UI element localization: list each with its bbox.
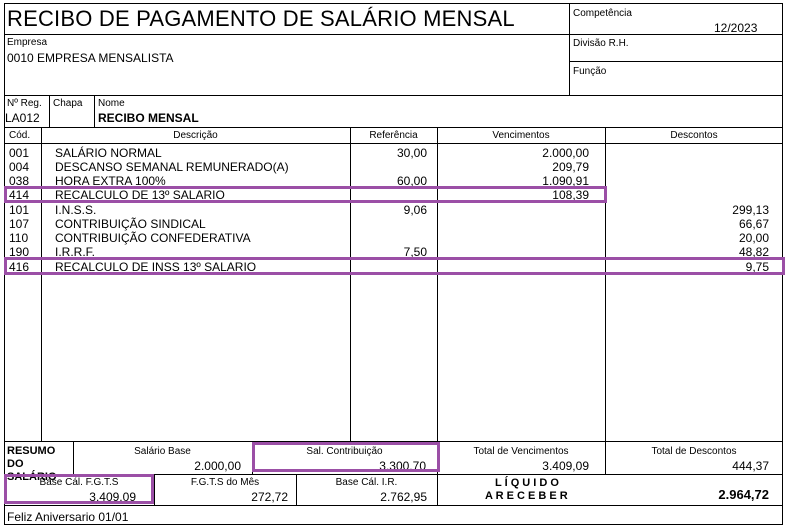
empresa-label: Empresa: [7, 37, 48, 48]
row-cod: 107: [9, 217, 30, 231]
resumo-label: RESUMO DO SALÁRIO: [7, 445, 57, 483]
nome-label: Nome: [98, 98, 125, 109]
row-cod: 416: [9, 260, 30, 274]
row-cod: 110: [9, 231, 29, 245]
divisao-label: Divisão R.H.: [573, 38, 629, 49]
fgts-mes-label: F.G.T.S do Mês: [190, 477, 260, 488]
row-desc: CONTRIBUIÇÃO SINDICAL: [55, 217, 206, 231]
row-cod: 101: [9, 203, 30, 217]
total-vencimentos-value: 3.409,09: [542, 459, 589, 473]
row-desc: DESCANSO SEMANAL REMUNERADO(A): [55, 160, 289, 174]
col-header-descontos: Descontos: [670, 130, 718, 141]
row-venc: 2.000,00: [542, 146, 589, 160]
row-cod: 004: [9, 160, 30, 174]
competencia-value: 12/2023: [714, 21, 758, 35]
row-cod: 038: [9, 174, 30, 188]
total-descontos-label: Total de Descontos: [651, 446, 737, 457]
liquido-value: 2.964,72: [718, 487, 769, 502]
base-ir-label: Base Cál. I.R.: [335, 477, 398, 488]
base-fgts-value: 3.409,09: [89, 490, 136, 504]
liquido-label-1: L Í Q U I D O: [495, 477, 559, 489]
row-desc-val: 9,75: [745, 260, 769, 274]
col-header-cod: Cód.: [9, 130, 31, 141]
fgts-mes-value: 272,72: [251, 490, 288, 504]
highlight-row-416: [4, 257, 785, 275]
row-desc: RECALCULO DE INSS 13º SALARIO: [55, 260, 257, 274]
sal-contribuicao-label: Sal. Contribuição: [306, 446, 383, 457]
chapa-label: Chapa: [53, 98, 83, 109]
competencia-label: Competência: [573, 8, 632, 19]
row-venc: 1.090,91: [542, 174, 589, 188]
highlight-sal-contribuicao: [252, 442, 440, 472]
total-descontos-value: 444,37: [732, 459, 769, 473]
row-ref: 60,00: [396, 174, 427, 188]
footer-message: Feliz Aniversario 01/01: [7, 510, 129, 524]
funcao-label: Função: [573, 66, 607, 77]
row-ref: 30,00: [396, 146, 427, 160]
row-desc-val: 48,82: [738, 245, 769, 259]
row-venc: 209,79: [552, 160, 589, 174]
highlight-row-414: [4, 186, 607, 203]
row-cod: 001: [9, 146, 30, 160]
col-header-referencia: Referência: [369, 130, 418, 141]
row-cod: 414: [9, 188, 30, 202]
row-ref: 7,50: [403, 245, 427, 259]
col-header-descricao: Descrição: [173, 130, 218, 141]
highlight-base-fgts: [4, 474, 154, 504]
nreg-label: Nº Reg.: [7, 98, 42, 109]
row-cod: 190: [9, 245, 30, 259]
row-desc: I.N.S.S.: [55, 203, 97, 217]
nome-value: RECIBO MENSAL: [98, 111, 199, 125]
row-desc-val: 20,00: [738, 231, 769, 245]
base-ir-value: 2.762,95: [380, 490, 427, 504]
row-desc-val: 66,67: [738, 217, 769, 231]
col-header-vencimentos: Vencimentos: [492, 130, 550, 141]
row-ref: 9,06: [403, 203, 427, 217]
row-desc-val: 299,13: [732, 203, 769, 217]
sal-contribuicao-value: 3.300,70: [379, 459, 426, 473]
liquido-label-2: A R E C E B E R: [485, 490, 568, 502]
nreg-value: LA012: [5, 111, 40, 125]
row-venc: 108,39: [552, 188, 589, 202]
page-title: RECIBO DE PAGAMENTO DE SALÁRIO MENSAL: [7, 6, 515, 31]
salario-base-value: 2.000,00: [194, 459, 241, 473]
empresa-value: 0010 EMPRESA MENSALISTA: [7, 51, 174, 65]
row-desc: HORA EXTRA 100%: [55, 174, 166, 188]
row-desc: CONTRIBUIÇÃO CONFEDERATIVA: [55, 231, 251, 245]
base-fgts-label: Base Cál. F.G.T.S: [39, 477, 119, 488]
row-desc: SALÁRIO NORMAL: [55, 146, 162, 160]
salario-base-label: Salário Base: [134, 446, 191, 457]
total-vencimentos-label: Total de Vencimentos: [473, 446, 569, 457]
row-desc: I.R.R.F.: [55, 245, 96, 259]
row-desc: RECALCULO DE 13º SALARIO: [55, 188, 225, 202]
